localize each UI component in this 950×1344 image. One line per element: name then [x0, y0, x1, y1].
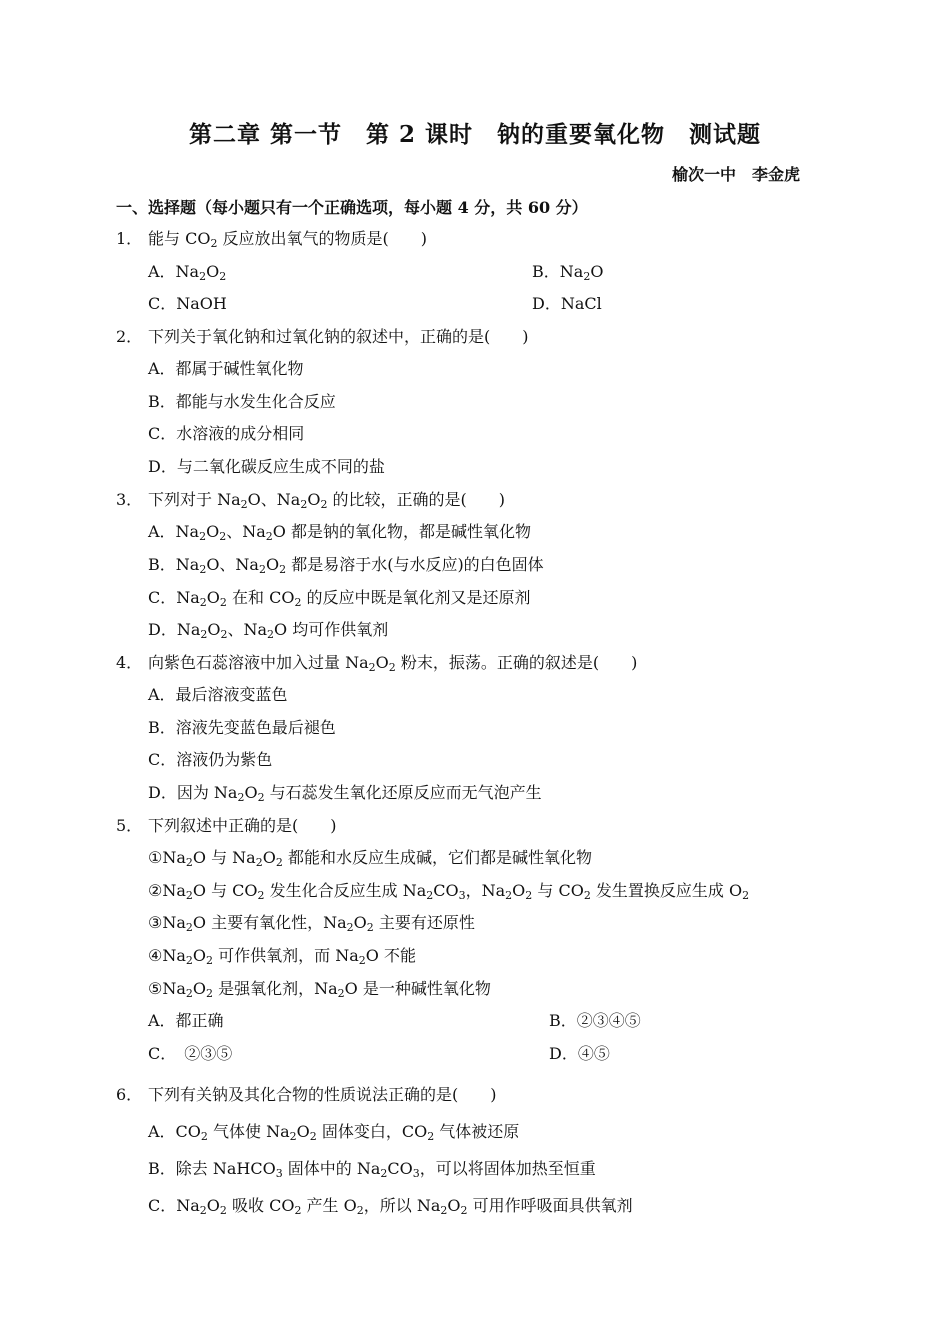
question-3 — [116, 490, 505, 510]
option: A．$Na_2O_2$ — [148, 262, 227, 283]
option: D．$Na_2O_2$、$Na_2O$ 均可作供氧剂 — [148, 620, 389, 641]
option: C．NaOH — [148, 294, 227, 313]
statement: $③Na_2O$ 主要有氧化性，$Na_2O_2$ 主要有还原性 — [148, 913, 475, 934]
option: D．④⑤ — [549, 1044, 610, 1063]
question-stem: 下列对于 $Na_2O$、$Na_2O_2$ 的比较，正确的是( ) — [148, 490, 506, 511]
option: D．NaCl — [532, 294, 602, 313]
question-number: 5． — [116, 816, 143, 835]
statement: $④Na_2O_2$ 可作供氧剂，而 $Na_2O$ 不能 — [148, 946, 416, 967]
question-5 — [116, 816, 337, 836]
question-number: 6． — [116, 1085, 143, 1104]
question-stem: 下列关于氧化钠和过氧化钠的叙述中，正确的是( ) — [148, 327, 529, 346]
option: C．$Na_2O_2$ 在和 $CO_2$ 的反应中既是氧化剂又是还原剂 — [148, 588, 531, 609]
question-6 — [116, 1085, 497, 1105]
option: D．与二氧化碳反应生成不同的盐 — [148, 457, 385, 476]
option: B．$Na_2O$、$Na_2O_2$ 都是易溶于水(与水反应)的白色固体 — [148, 555, 544, 576]
option: A．$CO_2$ 气体使 $Na_2O_2$ 固体变白，$CO_2$ 气体被还原 — [148, 1122, 520, 1143]
question-stem: 能与 $CO_2$ 反应放出氧气的物质是( ) — [148, 229, 428, 250]
question-stem: 下列叙述中正确的是( ) — [148, 816, 337, 835]
option: B．②③④⑤ — [549, 1011, 641, 1030]
option: C．水溶液的成分相同 — [148, 424, 305, 443]
option: C． ②③⑤ — [148, 1044, 233, 1063]
author-line: 榆次一中 李金虎 — [671, 165, 800, 184]
question-stem: 下列有关钠及其化合物的性质说法正确的是( ) — [148, 1085, 497, 1104]
statement: $②Na_2O$ 与 $CO_2$ 发生化合反应生成 $Na_2CO_3$，$Na_2O_2$ 与 $CO_2$ 发生置换反应生成 $O_2$ — [148, 881, 750, 902]
option: B．除去 NaHCO$_3$ 固体中的 $Na_2CO_3$，可以将固体加热至恒重 — [148, 1159, 596, 1180]
question-4 — [116, 653, 637, 673]
option: C．$Na_2O_2$ 吸收 $CO_2$ 产生 $O_2$，所以 $Na_2O_2$ 可用作呼吸面具供氧剂 — [148, 1196, 633, 1217]
option: B．$Na_2O$ — [532, 262, 604, 283]
option: A．都正确 — [148, 1011, 224, 1030]
statement: $①Na_2O$ 与 $Na_2O_2$ 都能和水反应生成碱，它们都是碱性氧化物 — [148, 848, 592, 869]
question-stem: 向紫色石蕊溶液中加入过量 $Na_2O_2$ 粉末，振荡。正确的叙述是( ) — [148, 653, 638, 674]
page-title: 第二章 第一节 第 2 课时 钠的重要氧化物 测试题 — [188, 121, 762, 148]
option: A．最后溶液变蓝色 — [148, 685, 288, 704]
question-number: 3． — [116, 490, 143, 509]
statement: $⑤Na_2O_2$ 是强氧化剂，$Na_2O$ 是一种碱性氧化物 — [148, 979, 491, 1000]
option: A．都属于碱性氧化物 — [148, 359, 304, 378]
question-number: 4． — [116, 653, 143, 672]
option: C．溶液仍为紫色 — [148, 750, 273, 769]
option: D．因为 $Na_2O_2$ 与石蕊发生氧化还原反应而无气泡产生 — [148, 783, 542, 804]
question-number: 2． — [116, 327, 143, 346]
option: A．$Na_2O_2$、$Na_2O$ 都是钠的氧化物，都是碱性氧化物 — [148, 522, 531, 543]
question-2 — [116, 327, 529, 347]
option: B．溶液先变蓝色最后褪色 — [148, 718, 336, 737]
option: B．都能与水发生化合反应 — [148, 392, 336, 411]
question-number: 1． — [116, 229, 143, 248]
section-heading: 一、选择题（每小题只有一个正确选项，每小题 4 分，共 60 分） — [116, 198, 588, 217]
question-1 — [116, 229, 427, 249]
